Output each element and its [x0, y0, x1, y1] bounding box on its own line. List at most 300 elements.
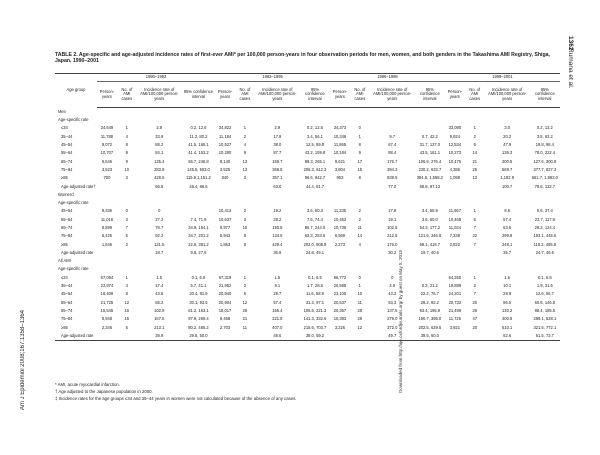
col-ci: 95% confidence interval [415, 82, 445, 108]
table-cell [445, 183, 465, 191]
table-cell: 67.4 [388, 142, 397, 148]
table-row [55, 249, 560, 257]
table-cell: 92.2 [155, 233, 164, 239]
table-cell [415, 274, 445, 282]
subsection-label: Age-specific rate [58, 266, 89, 272]
table-cell: 2 [358, 208, 361, 214]
row-label: 45–54 [61, 291, 73, 297]
table-cell: 0.1, 6.5 [191, 274, 206, 280]
table-cell: 63.3, 253.6 [304, 233, 326, 239]
table-cell: 41.4, 153.2 [188, 150, 209, 156]
table-cell: 3,921 [449, 324, 460, 330]
table-cell: 11,667 [448, 208, 461, 214]
row-label: 65–74 [61, 307, 73, 313]
row-label: 55–64 [61, 216, 73, 222]
col-cases: No. of AMI cases [117, 82, 137, 108]
table-cell: 1,863 [219, 241, 231, 247]
table-row [55, 282, 560, 290]
table-cell: 212.5 [387, 233, 398, 239]
table-cell: 283.8 [154, 166, 165, 172]
row-label: 75–84 [61, 316, 73, 322]
running-head-author: Rumana et al. [567, 48, 574, 89]
table-cell: 136.3 [502, 150, 513, 156]
table-cell: 102.9 [154, 307, 165, 313]
table-cell: 200.5 [502, 158, 513, 164]
row-label: 45–54 [61, 208, 73, 214]
table-cell: 368.8 [272, 166, 283, 172]
table-cell: 0 [391, 274, 394, 280]
table-cell: 8 [243, 233, 247, 239]
table-cell: 100.7 [502, 183, 513, 189]
table-cell: 102.5 [387, 225, 398, 230]
table-cell: 429.4 [272, 241, 283, 247]
table-cell: 41.5, 166.1 [188, 142, 209, 148]
col-person-years: Person-years [215, 82, 235, 108]
table-cell [350, 183, 370, 191]
table-cell [330, 332, 350, 341]
section-label: Women‡ [58, 191, 75, 197]
table-cell: 10,346 [333, 133, 347, 139]
subsection-label: Age-specific rate [58, 200, 89, 206]
table-cell: 25 [472, 166, 477, 172]
table-cell: 24,201 [448, 291, 462, 297]
table-cell: 9.1 [274, 283, 281, 289]
table-cell: 13 [242, 158, 248, 164]
table-cell: 22,974 [100, 283, 114, 289]
table-cell: 20 [472, 299, 477, 305]
col-rate: Incidence rate of AMI/100,000 person-years [485, 82, 530, 108]
table-row [55, 174, 560, 182]
table-cell: 3,804 [334, 166, 346, 172]
table-cell: 12,534 [448, 142, 462, 148]
table-cell: 213.1 [154, 324, 165, 330]
table-cell: 2,822 [449, 241, 460, 247]
incidence-table [55, 73, 560, 341]
table-cell: 279.0 [387, 316, 398, 322]
table-cell: 127.6, 300.8 [533, 158, 557, 164]
table-cell: 7.6, 74.4 [306, 216, 323, 222]
table-cell: 9,621 [334, 158, 346, 164]
table-cell: 3 [125, 216, 128, 222]
table-cell: 28.9 [503, 291, 512, 297]
row-label: 55–64 [61, 299, 73, 305]
table-cell: 3.4, 56.1 [306, 133, 323, 139]
table-cell: 20.2 [503, 133, 512, 139]
col-ci: 95% confidence interval [182, 82, 215, 108]
table-cell: 130.2 [502, 307, 513, 313]
table-cell: 11.2, 80.2 [189, 133, 208, 139]
table-cell: 0 [358, 125, 361, 131]
table-cell: 3.8, 63.2 [536, 133, 553, 139]
table-cell: 394.8, 1,558.2 [416, 175, 443, 181]
table-cell: 10,637 [218, 216, 232, 222]
subsection-label: Age-specific rate [58, 117, 89, 123]
row-label: ≥85 [61, 324, 68, 330]
table-cell: 28 [472, 307, 477, 313]
table-cell [445, 332, 465, 341]
table-cell: 10,736 [333, 225, 347, 230]
table-row [55, 208, 560, 216]
table-cell: 96.6, 942.7 [304, 175, 326, 181]
col-ci: 95% confidence interval [530, 82, 560, 108]
table-cell: 53.3 [388, 299, 397, 305]
table-cell: 39.5, 60.0 [415, 332, 445, 341]
table-cell: 3 [243, 175, 247, 181]
table-cell: 1 [473, 208, 476, 214]
table-cell: 23.7, 117.9 [534, 216, 555, 222]
col-rate: Incidence rate of AMI/100,000 person-years [137, 82, 182, 108]
table-cell: 13 [472, 175, 477, 181]
table-cell: 64,260 [448, 274, 462, 280]
table-cell: 20,588 [333, 283, 347, 289]
table-cell: 34,373 [333, 125, 347, 131]
table-cell: 840 [221, 175, 229, 181]
table-cell: 21,725 [100, 299, 114, 305]
table-cell: 230.2, 633.7 [418, 166, 442, 172]
table-cell: 8 [358, 142, 361, 148]
table-row [55, 166, 560, 174]
table-cell: 4,386 [449, 166, 460, 172]
table-cell: 400.8 [502, 316, 513, 322]
table-cell: 10,290 [218, 150, 232, 156]
table-cell: 19.7, 40.6 [420, 249, 439, 255]
table-cell: 28.2, 124.4 [534, 225, 556, 230]
table-cell: 84.1 [155, 150, 164, 156]
table-cell: 0 [125, 208, 128, 214]
subsection-row [55, 199, 560, 207]
table-cell: 1 [473, 125, 476, 131]
table-cell: 3,523 [101, 166, 113, 172]
table-cell: 28 [242, 307, 248, 313]
table-cell: 78.6, 122.7 [534, 183, 556, 189]
table-cell [235, 183, 255, 191]
table-cell: 3.6, 60.0 [421, 216, 438, 222]
table-cell: 31.3, 97.1 [305, 299, 325, 305]
table-cell: 377.7, 827.3 [533, 166, 557, 172]
table-cell: 29.8, 50.0 [182, 332, 215, 341]
footnote-abbrev: * AMI, acute myocardial infarction. [55, 382, 120, 387]
table-cell: 1 [358, 133, 361, 139]
table-cell: 20,357 [333, 307, 347, 313]
table-cell: 63.0 [273, 183, 282, 189]
column-header-row [55, 82, 560, 108]
table-cell: 22 [472, 233, 477, 239]
table-cell: 0.2, 12.6 [306, 125, 323, 131]
table-cell: 38.0 [273, 142, 282, 148]
table-cell: 33.9 [155, 133, 164, 139]
table-cell: 1 [125, 125, 128, 131]
table-cell: 78.7 [155, 225, 164, 230]
table-cell [350, 249, 370, 257]
section-label: All AMI [58, 258, 71, 264]
table-cell: 11,024 [448, 225, 461, 230]
table-row [55, 299, 560, 307]
table-cell: 2,273 [334, 241, 346, 247]
table-cell: 2 [473, 133, 476, 139]
table-cell: 2,703 [219, 324, 231, 330]
table-cell: 8 [243, 241, 247, 247]
table-cell: 24.7, 46.6 [535, 249, 554, 255]
table-cell [445, 249, 465, 257]
table-cell: 150.9 [272, 225, 283, 230]
table-cell: 8 [358, 175, 361, 181]
table-cell: 0 [358, 274, 361, 280]
table-cell: 9,072 [101, 142, 113, 148]
table-cell: 8 [125, 142, 128, 148]
table-cell: 11.6, 58.9 [305, 291, 324, 297]
table-cell: 31.7, 127.0 [419, 142, 441, 148]
table-cell: 5.7, 41.1 [190, 283, 207, 289]
row-label: 35–44 [61, 133, 73, 139]
table-cell: 28.2 [273, 216, 282, 222]
table-cell: 167.6 [154, 316, 165, 322]
table-cell: 10,463 [333, 216, 347, 222]
table-cell: 1.5 [274, 274, 281, 280]
table-cell: 77.0 [388, 183, 397, 189]
table-cell: 428.6 [154, 175, 165, 181]
table-cell: 7 [473, 241, 476, 247]
table-cell: 700 [103, 175, 111, 181]
row-label: ≥85 [61, 175, 68, 181]
table-cell: 1.6 [504, 274, 511, 280]
table-caption [55, 52, 560, 64]
table-cell: 43.5 [155, 291, 164, 297]
table-cell: 21,499 [448, 307, 462, 313]
journal-citation: Am J Epidemiol 2008;167:1358–1364 [20, 310, 26, 411]
table-cell: 93.4, 195.9 [419, 307, 441, 313]
table-cell [465, 249, 485, 257]
section-label: Men [58, 108, 66, 114]
table-cell: 10,527 [218, 142, 232, 148]
table-cell [215, 249, 235, 257]
table-cell: 3.0 [504, 125, 511, 131]
table-cell: 21 [242, 316, 248, 322]
table-cell: 88.4 [388, 150, 397, 156]
table-cell: 121.5 [154, 241, 165, 247]
table-row [55, 133, 560, 141]
table-cell: 51.5, 73.7 [530, 332, 560, 341]
table-cell [235, 332, 255, 341]
table-cell: 0.3, 21.2 [421, 283, 438, 289]
table-cell: 66,772 [333, 274, 347, 280]
col-person-years: Person-years [445, 82, 465, 108]
table-cell: 57.4 [503, 216, 512, 222]
table-cell: 78.0, 222.4 [534, 150, 556, 156]
section-row [55, 108, 560, 117]
col-person-years: Person-years [97, 82, 117, 108]
table-cell: 1.5 [156, 274, 163, 280]
table-cell: 10,184 [333, 150, 347, 156]
table-cell: 2 [125, 241, 128, 247]
col-age-group: Age group [55, 74, 97, 108]
table-cell: 10,413 [218, 208, 232, 214]
table-cell: 6 [243, 291, 247, 297]
table-cell: 9 [125, 150, 128, 156]
table-cell: 4 [358, 241, 361, 247]
table-cell: 24.8, 49.1 [305, 249, 325, 255]
table-cell: 10.1 [503, 283, 512, 289]
table-cell: 2 [243, 283, 247, 289]
table-cell: 34.9, 154.1 [188, 225, 209, 230]
section-row [55, 257, 560, 265]
table-cell [330, 183, 350, 191]
table-cell [465, 183, 485, 191]
table-cell: 5 [125, 324, 128, 330]
table-cell [117, 332, 137, 341]
table-cell: 1,099 [449, 175, 460, 181]
table-cell: 4.9 [389, 283, 396, 289]
table-cell: 1 [243, 274, 247, 280]
table-cell: 105.5, 221.3 [303, 307, 327, 313]
table-cell: 10,393 [333, 316, 347, 322]
table-cell: 2.9 [156, 125, 163, 131]
footnotes [55, 381, 560, 403]
table-cell: 9,336 [101, 208, 113, 214]
table-cell: 141.3, 332.6 [303, 316, 327, 322]
table-cell: 121.6, 346.8 [418, 233, 442, 239]
col-rate: Incidence rate of AMI/100,000 person-years [370, 82, 415, 108]
table-cell: 1,182.9 [500, 175, 514, 181]
table-cell: 11 [357, 299, 362, 305]
table-row [55, 307, 560, 315]
table-cell: 11,726 [448, 316, 461, 322]
table-cell: 39.9 [137, 332, 182, 341]
table-cell: 176.0 [387, 241, 398, 247]
table-row [55, 158, 560, 166]
table-cell: 10,707 [100, 150, 114, 156]
table-cell: 46.4, 86.6 [189, 183, 208, 189]
table-row [55, 324, 560, 332]
row-label: 65–74 [61, 225, 73, 230]
table-cell: 86.7, 244.0 [304, 225, 326, 230]
row-label: 75–84 [61, 233, 73, 239]
table-cell: 11 [357, 225, 362, 230]
table-cell: 28 [357, 307, 363, 313]
table-cell: 193.1, 445.6 [533, 233, 557, 239]
table-cell: 11 [242, 324, 248, 330]
table-cell [370, 125, 415, 133]
table-cell: 953 [336, 175, 344, 181]
table-cell: 3,525 [219, 166, 231, 172]
table-cell: 110.2, 485.9 [533, 241, 557, 247]
table-cell: 215.6, 703.7 [303, 324, 327, 330]
table-cell: 0.6, 37.4 [536, 208, 553, 214]
table-cell: 394.3 [387, 166, 398, 172]
table-cell: 12.5, 89.8 [305, 142, 325, 148]
table-cell: 0.2, 13.2 [536, 125, 553, 131]
table-cell: 3,226 [334, 324, 346, 330]
table-cell: 9,924 [449, 133, 460, 139]
table-cell: 1 [125, 274, 128, 280]
table-cell: 202.0, 808.9 [303, 241, 327, 247]
table-row [55, 216, 560, 224]
table-cell: 15 [357, 166, 363, 172]
subsection-row [55, 116, 560, 124]
table-cell [215, 183, 235, 191]
table-cell: 2 [243, 208, 247, 214]
table-cell: 298.1, 528.1 [533, 316, 557, 322]
table-row [55, 224, 560, 232]
table-cell: 5,943 [219, 233, 231, 239]
table-cell: 3.4, 55.9 [421, 208, 438, 214]
table-cell: 3.6, 60.3 [306, 208, 323, 214]
table-row [55, 274, 560, 282]
table-cell: 2,346 [101, 324, 113, 330]
table-cell: 206.3, 612.3 [303, 166, 327, 172]
table-cell: 7,338 [449, 233, 460, 239]
table-cell: 66.7, 246.8 [188, 158, 209, 164]
section-row [55, 191, 560, 199]
table-cell: 67,084 [100, 274, 114, 280]
table-cell: 18,017 [218, 307, 232, 313]
table-cell: 19.8, 98.4 [535, 142, 554, 148]
table-cell: 20,732 [448, 299, 462, 305]
table-cell: 0 [158, 208, 161, 214]
table-cell: 17.4 [155, 283, 164, 289]
table-row [55, 232, 560, 240]
table-cell: 22.9, 381.2 [188, 241, 209, 247]
table-cell: 67,319 [218, 274, 232, 280]
table-cell [117, 183, 137, 191]
table-cell: 35.7 [503, 249, 512, 255]
table-cell: 34.7, 201.2 [188, 233, 209, 239]
table-cell: 21 [472, 158, 477, 164]
table-cell: 97.9, 269.4 [188, 316, 209, 322]
table-cell: 321.5, 772.1 [533, 324, 557, 330]
table-cell [117, 249, 137, 257]
table-cell: 8 [125, 291, 128, 297]
table-cell: 33,090 [448, 125, 462, 131]
table-cell: 9,977 [219, 225, 231, 230]
table-cell: 8,948 [101, 316, 113, 322]
table-cell: 20 [472, 324, 477, 330]
table-cell: 87.7 [273, 150, 282, 156]
table-cell: 54.3, 177.2 [419, 225, 441, 230]
table-cell: 22.2, 76.7 [420, 291, 439, 297]
row-label: Age-adjusted rate [61, 249, 94, 255]
table-cell: 23,100 [333, 291, 347, 297]
table-cell: 34,822 [218, 125, 232, 131]
table-cell: 43.3 [388, 291, 397, 297]
table-cell: 190.7, 395.0 [418, 316, 442, 322]
table-cell: 9 [358, 150, 361, 156]
col-cases: No. of AMI cases [465, 82, 485, 108]
table-cell [235, 249, 255, 257]
table-cell: 4 [125, 283, 128, 289]
table-cell: 7 [473, 291, 476, 297]
table-cell: 2 [473, 283, 476, 289]
table-cell: 29 [357, 316, 363, 322]
table-cell: 20,940 [218, 291, 232, 297]
table-cell: 1 [473, 274, 476, 280]
row-label: Age-adjusted rate† [61, 183, 96, 189]
table-cell [182, 208, 215, 216]
table-cell: 19,889 [448, 283, 462, 289]
table-cell: 13 [242, 166, 248, 172]
table-cell: 0.1, 6.5 [308, 274, 322, 280]
table-cell: 510.1 [502, 324, 513, 330]
table-cell: 115.9,1,151.2 [186, 175, 211, 181]
table-cell: 57.4 [273, 299, 282, 305]
table-cell: 96.5 [503, 299, 512, 305]
table-cell: 62.6 [485, 332, 530, 341]
table-cell: 16 [124, 307, 130, 313]
table-cell: 38.0, 59.2 [300, 332, 330, 341]
table-body [55, 108, 560, 341]
table-cell: 661.7, 1,983.0 [531, 175, 558, 181]
table-cell: 28.7 [273, 291, 282, 297]
table-cell: 9.7 [389, 133, 396, 139]
